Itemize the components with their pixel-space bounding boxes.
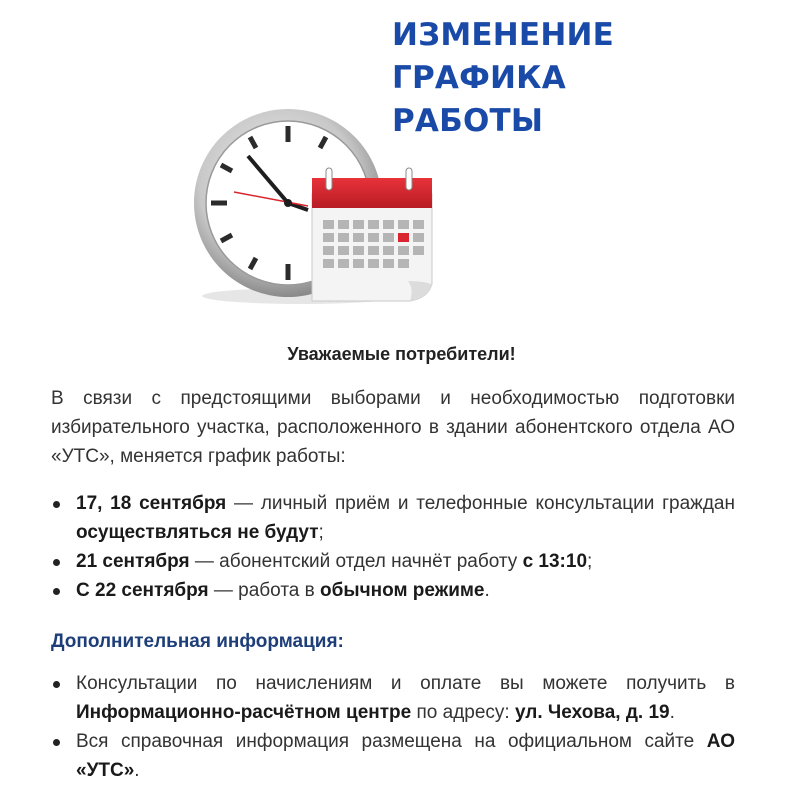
emphasis: осуществляться не будут (76, 522, 319, 543)
list-item (51, 727, 735, 785)
list-item-text: ; (318, 522, 324, 543)
schedule-list (51, 489, 735, 605)
emphasis: с 13:10 (522, 551, 588, 572)
list-item (51, 576, 735, 605)
list-item-text: . (134, 760, 140, 781)
title-line-3: РАБОТЫ (392, 103, 544, 139)
hero-banner (0, 0, 803, 335)
schedule-date: С 22 сентября (76, 580, 209, 601)
list-item-text: — абонентский отдел начнёт работу (189, 551, 523, 572)
list-item (51, 547, 735, 576)
additional-info-list (51, 669, 735, 785)
intro-paragraph: В связи с предстоящими выборами и необходимостью подготовки избирательного участка, расположенного в здании абонентского отдела АО «УТС», меняется график работы: (51, 388, 735, 467)
emphasis: АО «УТС» (76, 731, 735, 781)
list-item-text: — личный приём и телефонные консультации граждан (226, 493, 735, 514)
emphasis: обычном режиме (320, 580, 485, 601)
list-item (51, 669, 735, 727)
schedule-date: 21 сентября (76, 551, 190, 572)
title-line-1: ИЗМЕНЕНИЕ (392, 17, 614, 53)
list-item-text: . (669, 702, 675, 723)
list-item-text: ; (587, 551, 593, 572)
list-item-text: Вся справочная информация размещена на официальном сайте (76, 731, 707, 752)
additional-info-heading: Дополнительная информация: (51, 631, 344, 652)
title-line-2: ГРАФИКА (392, 60, 566, 96)
schedule-date: 17, 18 сентября (76, 493, 227, 514)
list-item-text: . (484, 580, 490, 601)
calendar-icon (312, 168, 432, 301)
emphasis: Информационно-расчётном центре (76, 702, 412, 723)
address: ул. Чехова, д. 19 (514, 702, 670, 723)
list-item-text: по адресу: (411, 702, 515, 723)
list-item-text: — работа в (208, 580, 321, 601)
list-item-text: Консультации по начислениям и оплате вы можете получить в (76, 673, 735, 694)
list-item (51, 489, 735, 547)
greeting: Уважаемые потребители! (287, 344, 516, 364)
page-title (392, 14, 614, 143)
